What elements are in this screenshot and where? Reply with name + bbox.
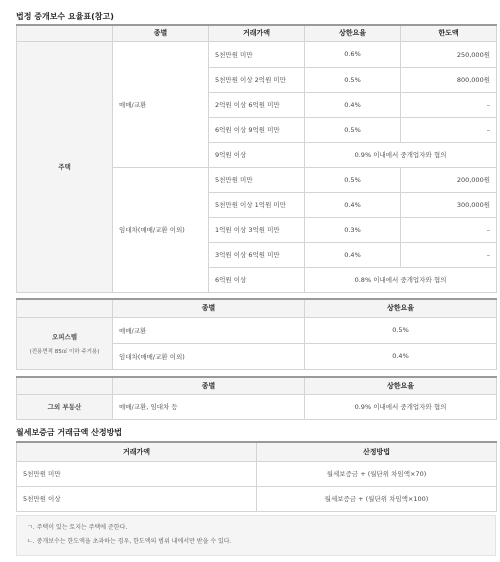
deposit-calc-table — [16, 441, 497, 512]
type-header: 종별 — [113, 25, 209, 41]
note-item: ㄱ. 주택이 있는 토지는 주택에 준한다. — [27, 524, 128, 531]
note-item: ㄴ. 중개보수는 한도액을 초과하는 경우, 한도액의 범위 내에서만 받을 수 있다. — [27, 538, 232, 545]
housing-fee-table — [16, 24, 497, 293]
other-rate: 0.9% 이내에서 중개업자와 협의 — [305, 394, 497, 419]
lease-amount: 6억원 이상 — [209, 267, 305, 292]
corner-header-cell — [17, 377, 113, 394]
lease-rate: 0.4% — [305, 242, 401, 267]
corner-header-cell — [17, 299, 113, 317]
lease-limit: 300,000원 — [401, 192, 497, 217]
amount-header: 거래가액 — [209, 25, 305, 41]
officetel-type: 매매/교환 — [113, 317, 305, 343]
officetel-fee-table — [16, 298, 497, 370]
sale-amount: 9억원 이상 — [209, 142, 305, 167]
amount-header: 거래가액 — [17, 442, 257, 461]
lease-type-label: 임대차(매매/교환 이외) — [113, 167, 209, 292]
type-header: 종별 — [113, 299, 305, 317]
lease-limit: – — [401, 242, 497, 267]
rate-header: 상한요율 — [305, 25, 401, 41]
officetel-category-note: (전용면적 85㎡ 이하 주거용) — [29, 348, 100, 355]
officetel-category — [17, 317, 113, 369]
lease-amount: 5천만원 미만 — [209, 167, 305, 192]
sale-rate: 0.4% — [305, 92, 401, 117]
other-fee-table — [16, 376, 497, 420]
sale-limit: 800,000원 — [401, 67, 497, 92]
officetel-category-label: 오피스텔 — [51, 332, 78, 341]
deposit-amount: 5천만원 이상 — [17, 486, 257, 511]
page-title: 법정 중개보수 요율표(참고) — [16, 12, 114, 21]
sale-rate: 0.5% — [305, 67, 401, 92]
sale-amount: 2억원 이상 6억원 미만 — [209, 92, 305, 117]
officetel-rate: 0.4% — [305, 343, 497, 369]
lease-rate: 0.4% — [305, 192, 401, 217]
sale-limit: 250,000원 — [401, 41, 497, 67]
lease-rate: 0.5% — [305, 167, 401, 192]
rate-header: 상한요율 — [305, 299, 497, 317]
corner-header-cell — [17, 25, 113, 41]
sale-rate-merged: 0.9% 이내에서 중개업자와 협의 — [305, 142, 497, 167]
other-type: 매매/교환, 임대차 등 — [113, 394, 305, 419]
lease-amount: 5천만원 이상 1억원 미만 — [209, 192, 305, 217]
sale-type-label: 매매/교환 — [113, 41, 209, 167]
lease-rate: 0.3% — [305, 217, 401, 242]
limit-header: 한도액 — [401, 25, 497, 41]
type-header: 종별 — [113, 377, 305, 394]
lease-rate-merged: 0.8% 이내에서 중개업자와 협의 — [305, 267, 497, 292]
lease-limit: – — [401, 217, 497, 242]
lease-amount: 1억원 이상 3억원 미만 — [209, 217, 305, 242]
sale-amount: 6억원 이상 9억원 미만 — [209, 117, 305, 142]
housing-category: 주택 — [17, 41, 113, 292]
rate-header: 상한요율 — [305, 377, 497, 394]
sale-rate: 0.6% — [305, 41, 401, 67]
sale-limit: – — [401, 117, 497, 142]
lease-limit: 200,000원 — [401, 167, 497, 192]
lease-amount: 3억원 이상 6억원 미만 — [209, 242, 305, 267]
sale-rate: 0.5% — [305, 117, 401, 142]
officetel-rate: 0.5% — [305, 317, 497, 343]
notes-box — [16, 515, 496, 556]
section-title: 월세보증금 거래금액 산정방법 — [16, 428, 123, 437]
deposit-method: 월세보증금 + (월단위 차임액×70) — [257, 461, 497, 486]
sale-limit: – — [401, 92, 497, 117]
deposit-amount: 5천만원 미만 — [17, 461, 257, 486]
sale-amount: 5천만원 이상 2억원 미만 — [209, 67, 305, 92]
method-header: 산정방법 — [257, 442, 497, 461]
other-category: 그외 부동산 — [17, 394, 113, 419]
officetel-type: 임대차(매매/교환 이외) — [113, 343, 305, 369]
sale-amount: 5천만원 미만 — [209, 41, 305, 67]
deposit-method: 월세보증금 + (월단위 차임액×100) — [257, 486, 497, 511]
